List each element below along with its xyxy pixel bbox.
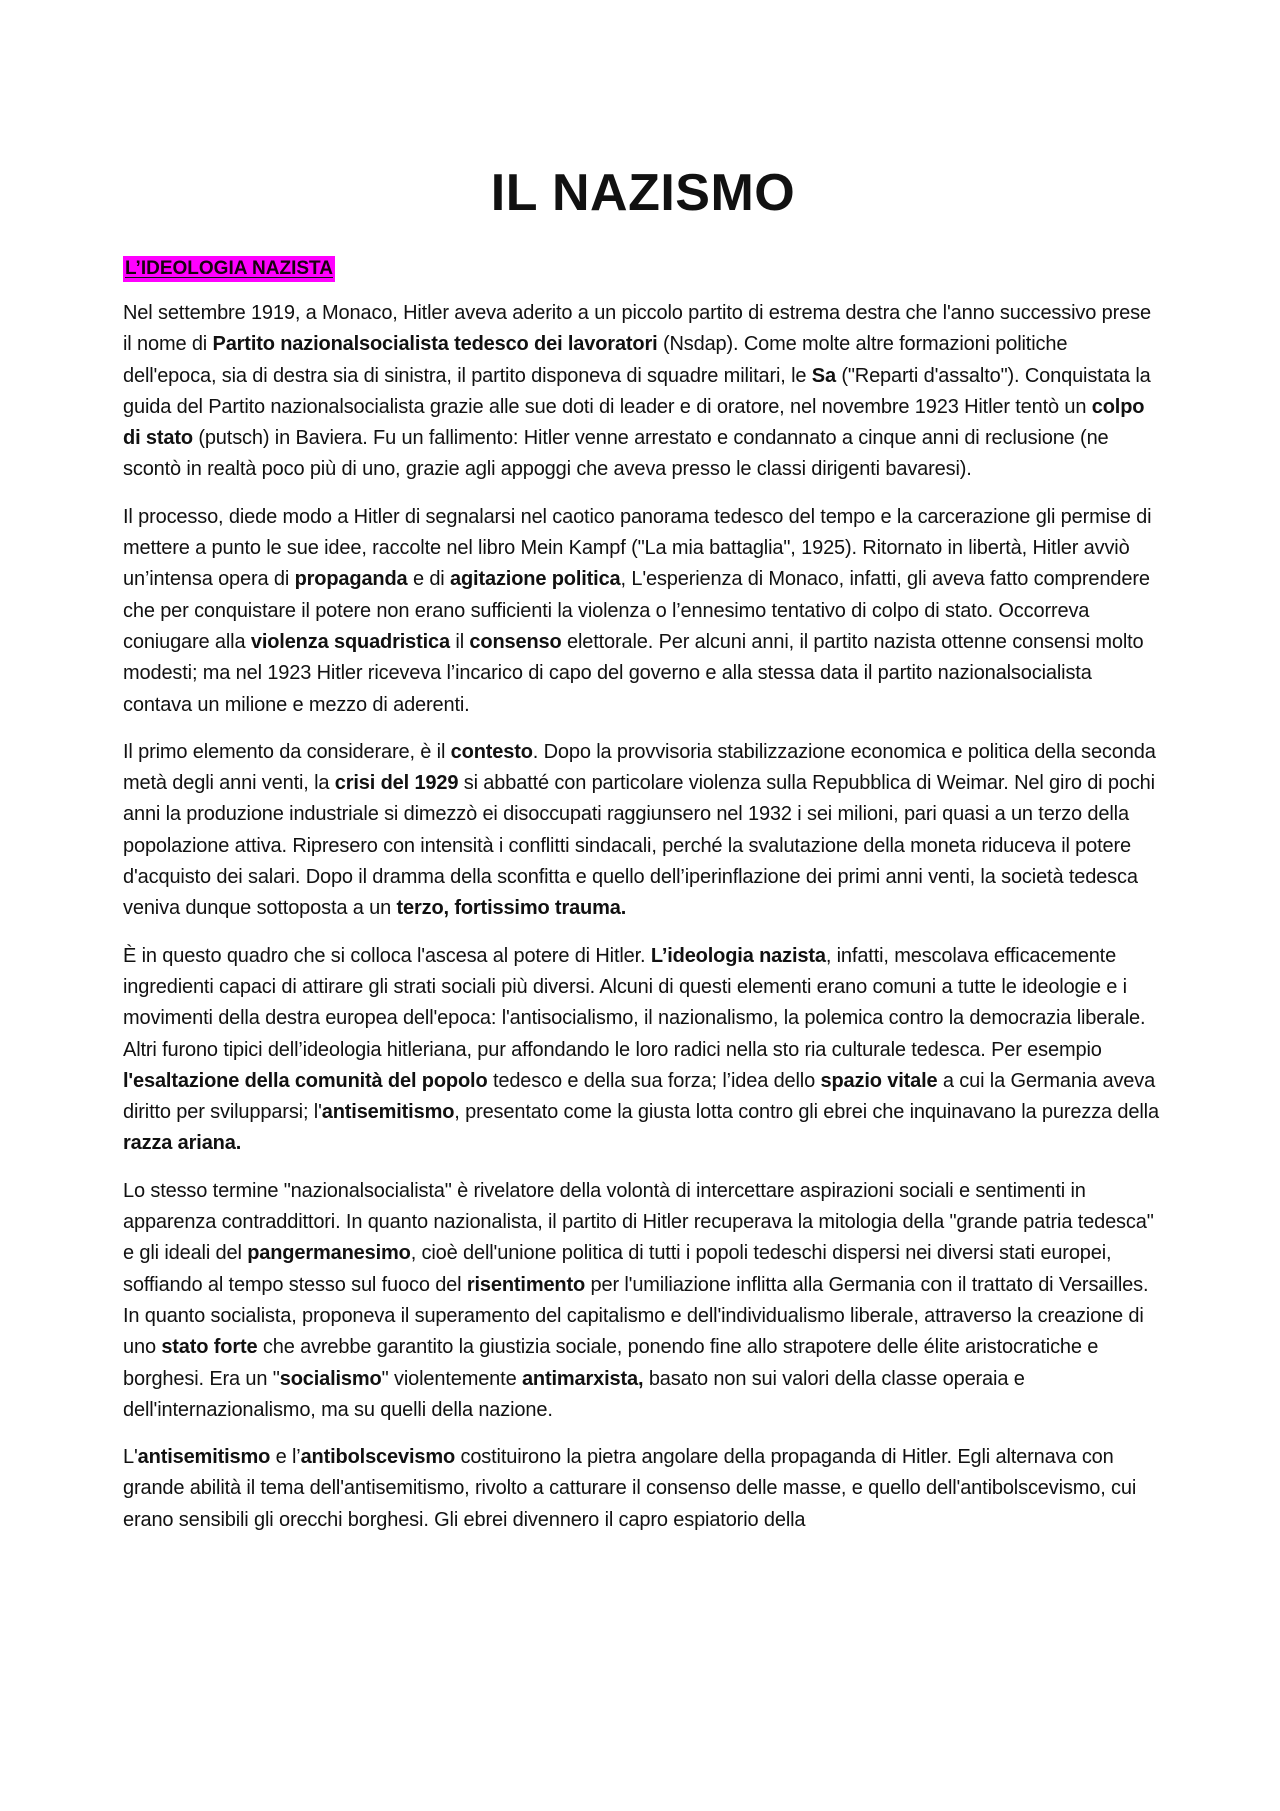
bold-term: violenza squadristica [250, 630, 450, 653]
text-run: costituirono la pietra angolare della propaganda di Hitler. Egli alternava con grande abilità il tema dell'antisemitismo, rivolto a catturare il consenso delle masse, e quello dell'antibolscevismo, cui erano sensibili gli orecchi borghesi. Gli ebrei divennero il capro espiatorio della [123, 1446, 1137, 1531]
highlighted-heading-text: L’IDEOLOGIA NAZISTA [123, 256, 335, 282]
bold-term: colpo di stato [123, 395, 1145, 450]
bold-term: propaganda [294, 568, 408, 591]
text-run: , L'esperienza di Monaco, infatti, gli aveva fatto comprendere che per conquistare il potere non erano sufficienti la violenza o l’ennesimo tentativo di colpo di stato. Occorreva coniugare alla [123, 568, 1150, 653]
document-page [123, 0, 1163, 1536]
text-run: (Nsdap). Come molte altre formazioni politiche dell'epoca, sia di destra sia di sinistra, il partito disponeva di squadre militari, le [123, 333, 1068, 387]
bold-term: L’ideologia nazista [650, 944, 826, 967]
text-run: basato non sui valori della classe operaia e dell'internazionalismo, ma su quelli della nazione. [123, 1367, 1025, 1421]
text-run: e di [407, 568, 451, 591]
paragraph-6 [123, 1442, 1163, 1536]
text-run: , infatti, mescolava efficacemente ingredienti capaci di attirare gli strati sociali più diversi. Alcuni di questi elementi erano comuni a tutte le ideologie e i movimenti della destra europea dell'epoca: l'antisocialismo, il nazionalismo, la polemica contro la democrazia liberale. Altri furono tipici dell’ideologia hitleriana, pur affondando le loro radici nella sto ria culturale tedesca. Per esempio [123, 944, 1146, 1061]
bold-term: l'esaltazione della comunità del popolo [123, 1069, 488, 1092]
bold-term: crisi del 1929 [334, 772, 459, 795]
bold-term: Sa [811, 364, 836, 387]
text-run: tedesco e della sua forza; l’idea dello [487, 1069, 821, 1092]
document-title: IL NAZISMO [490, 164, 796, 222]
paragraph-4 [123, 941, 1163, 1160]
text-run: si abbatté con particolare violenza sulla Repubblica di Weimar. Nel giro di pochi anni la produzione industriale si dimezzò ei disoccupati raggiunsero nel 1932 i sei milioni, pari quasi a un terzo della popolazione attiva. Ripresero con intensità i conflitti sindacali, perché la svalutazione della moneta riduceva il potere d'acquisto dei salari. Dopo il dramma della sconfitta e quello dell’iperinflazione dei primi anni venti, la società tedesca veniva dunque sottoposta a un [123, 772, 1155, 920]
text-run: Il primo elemento da considerare, è il [123, 740, 451, 763]
text-run: Il processo, diede modo a Hitler di segnalarsi nel caotico panorama tedesco del tempo e la carcerazione gli permise di mettere a punto le sue idee, raccolte nel libro Mein Kampf ("La mia battaglia", 1925). Ritornato in libertà, Hitler avviò un’intensa opera di [123, 505, 1152, 591]
bold-term: stato forte [161, 1336, 258, 1359]
text-run: a cui la Germania aveva diritto per svilupparsi; l' [123, 1069, 1156, 1124]
paragraph-5 [123, 1176, 1163, 1426]
text-run: " violentemente [381, 1367, 522, 1390]
text-run: Nel settembre 1919, a Monaco, Hitler aveva aderito a un piccolo partito di estrema destra che l'anno successivo prese il nome di [123, 302, 1151, 356]
text-run: L' [123, 1446, 138, 1469]
text-run: e l’ [270, 1446, 301, 1469]
text-run: , cioè dell'unione politica di tutti i popoli tedeschi dispersi nei diversi stati europei, soffiando al tempo stesso sul fuoco del [123, 1242, 1112, 1296]
section-heading [123, 254, 1163, 284]
bold-term: agitazione politica [450, 568, 621, 591]
bold-term: contesto [450, 740, 533, 763]
paragraph-1 [123, 298, 1163, 486]
paragraph-2 [123, 502, 1163, 721]
bold-term: terzo, fortissimo trauma. [396, 897, 627, 920]
text-run: È in questo quadro che si colloca l'ascesa al potere di Hitler. [123, 944, 651, 967]
text-run: che avrebbe garantito la giustizia sociale, ponendo fine allo strapotere delle élite aristocratiche e borghesi. Era un " [123, 1336, 1099, 1390]
bold-term: antimarxista, [521, 1367, 644, 1390]
bold-term: socialismo [279, 1367, 382, 1390]
text-run: (putsch) in Baviera. Fu un fallimento: Hitler venne arrestato e condannato a cinque anni di reclusione (ne scontò in realtà poco più di uno, grazie agli appoggi che aveva presso le classi dirigenti bavaresi). [123, 427, 1109, 481]
bold-term: spazio vitale [820, 1069, 938, 1092]
text-run: il [450, 630, 470, 653]
text-run: per l'umiliazione inflitta alla Germania con il trattato di Versailles. In quanto socialista, proponeva il superamento del capitalismo e dell'individualismo liberale, attraverso la creazione di uno [123, 1273, 1149, 1359]
text-run: ("Reparti d'assalto"). Conquistata la guida del Partito nazionalsocialista grazie alle sue doti di leader e di oratore, nel novembre 1923 Hitler tentò un [123, 364, 1151, 418]
paragraph-3 [123, 737, 1163, 925]
bold-term: pangermanesimo [247, 1242, 411, 1265]
bold-term: antibolscevismo [300, 1446, 456, 1469]
bold-term: antisemitismo [137, 1446, 271, 1469]
text-run: elettorale. Per alcuni anni, il partito nazista ottenne consensi molto modesti; ma nel 1923 Hitler riceveva l’incarico di capo del governo e alla stessa data il partito nazionalsocialista contava un milione e mezzo di aderenti. [123, 630, 1144, 716]
bold-term: Partito nazionalsocialista tedesco dei lavoratori [212, 333, 658, 356]
text-run: Lo stesso termine "nazionalsocialista" è rivelatore della volontà di intercettare aspirazioni sociali e sentimenti in apparenza contraddittori. In quanto nazionalista, il partito di Hitler recuperava la mitologia della "grande patria tedesca" e gli ideali del [123, 1179, 1154, 1265]
bold-term: consenso [469, 630, 562, 653]
text-run: , presentato come la giusta lotta contro gli ebrei che inquinavano la purezza della [454, 1101, 1159, 1124]
bold-term: risentimento [466, 1273, 586, 1296]
body-text [123, 298, 1163, 1536]
text-run: . Dopo la provvisoria stabilizzazione economica e politica della seconda metà degli anni venti, la [123, 740, 1156, 795]
bold-term: antisemitismo [321, 1101, 455, 1124]
bold-term: razza ariana. [123, 1132, 242, 1155]
